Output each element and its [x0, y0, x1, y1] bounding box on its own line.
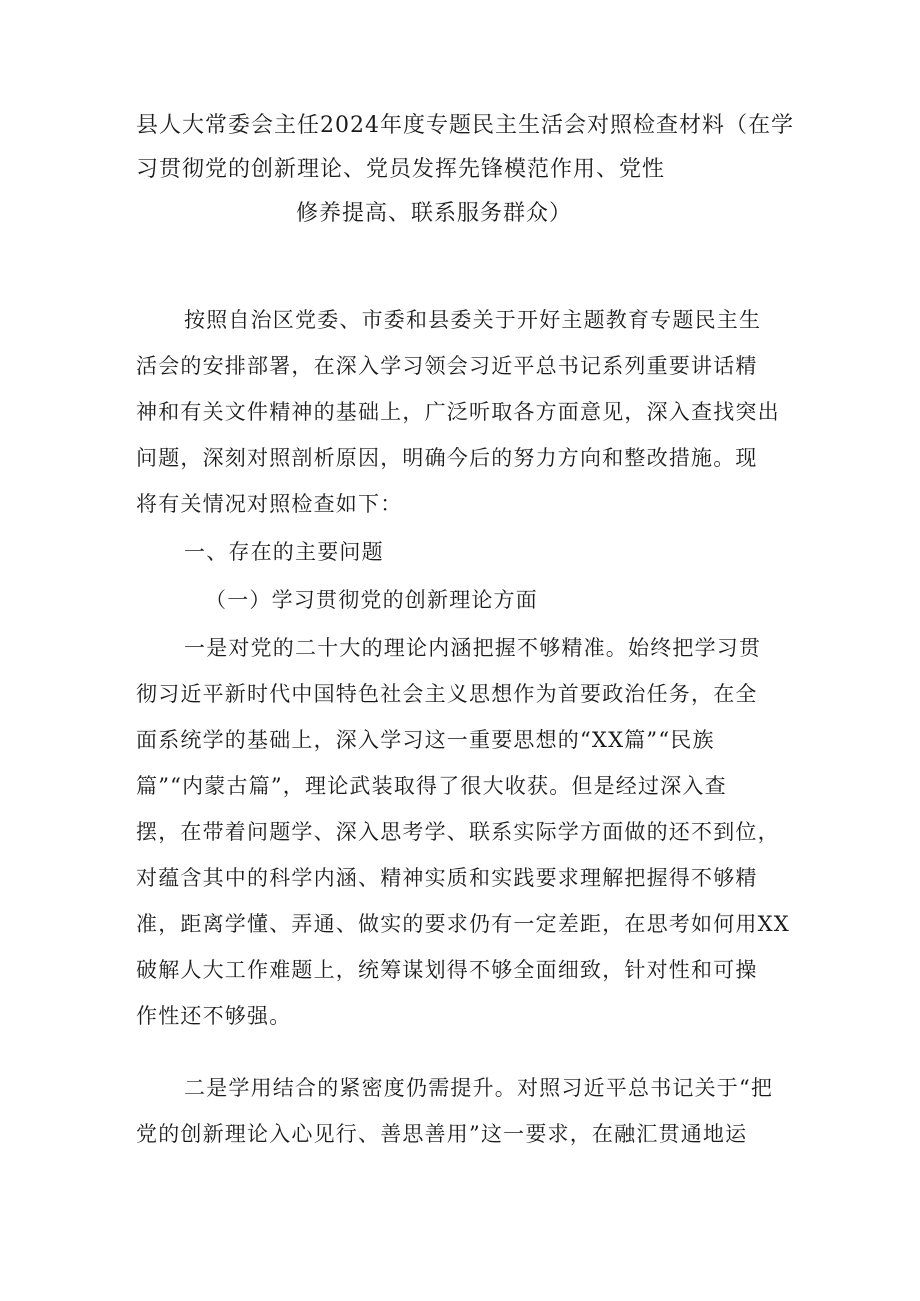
body-line: 问题，深刻对照剖析原因，明确今后的努力方向和整改措施。现 [136, 446, 758, 470]
body-line: 面系统学的基础上，深入学习这一重要思想的“XX篇”“民族 [136, 728, 715, 752]
section-heading: 一、存在的主要问题 [184, 540, 384, 564]
subsection-heading: （一）学习贯彻党的创新理论方面 [205, 588, 538, 612]
body-line: 对蕴含其中的科学内涵、精神实质和实践要求理解把握得不够精 [136, 866, 758, 890]
body-line: 一是对党的二十大的理论内涵把握不够精准。始终把学习贯 [184, 636, 762, 660]
document-title-line-2: 习贯彻党的创新理论、党员发挥先锋模范作用、党性 [136, 157, 666, 182]
body-line: 神和有关文件精神的基础上，广泛听取各方面意见，深入查找突出 [136, 400, 780, 424]
body-line: 党的创新理论入心见行、善思善用”这一要求，在融汇贯通地运 [136, 1122, 748, 1146]
document-title-line-3: 修养提高、联系服务群众） [296, 201, 573, 226]
body-line: 彻习近平新时代中国特色社会主义思想作为首要政治任务，在全 [136, 682, 758, 706]
body-line: 篇”“内蒙古篇”，理论武装取得了很大收获。但是经过深入查 [136, 774, 727, 798]
document-title-line-1: 县人大常委会主任2024年度专题民主生活会对照检查材料（在学 [136, 113, 794, 138]
body-line: 摆，在带着问题学、深入思考学、联系实际学方面做的还不到位， [136, 820, 780, 844]
body-line: 破解人大工作难题上，统筹谋划得不够全面细致，针对性和可操 [136, 958, 758, 982]
body-line: 将有关情况对照检查如下： [136, 492, 403, 516]
body-line: 按照自治区党委、市委和县委关于开好主题教育专题民主生 [184, 308, 762, 332]
body-line: 准，距离学懂、弄通、做实的要求仍有一定差距，在思考如何用XX [136, 912, 790, 936]
body-line: 作性还不够强。 [136, 1004, 292, 1028]
body-line: 活会的安排部署，在深入学习领会习近平总书记系列重要讲话精 [136, 354, 758, 378]
body-line: 二是学用结合的紧密度仍需提升。对照习近平总书记关于“把 [184, 1076, 774, 1100]
